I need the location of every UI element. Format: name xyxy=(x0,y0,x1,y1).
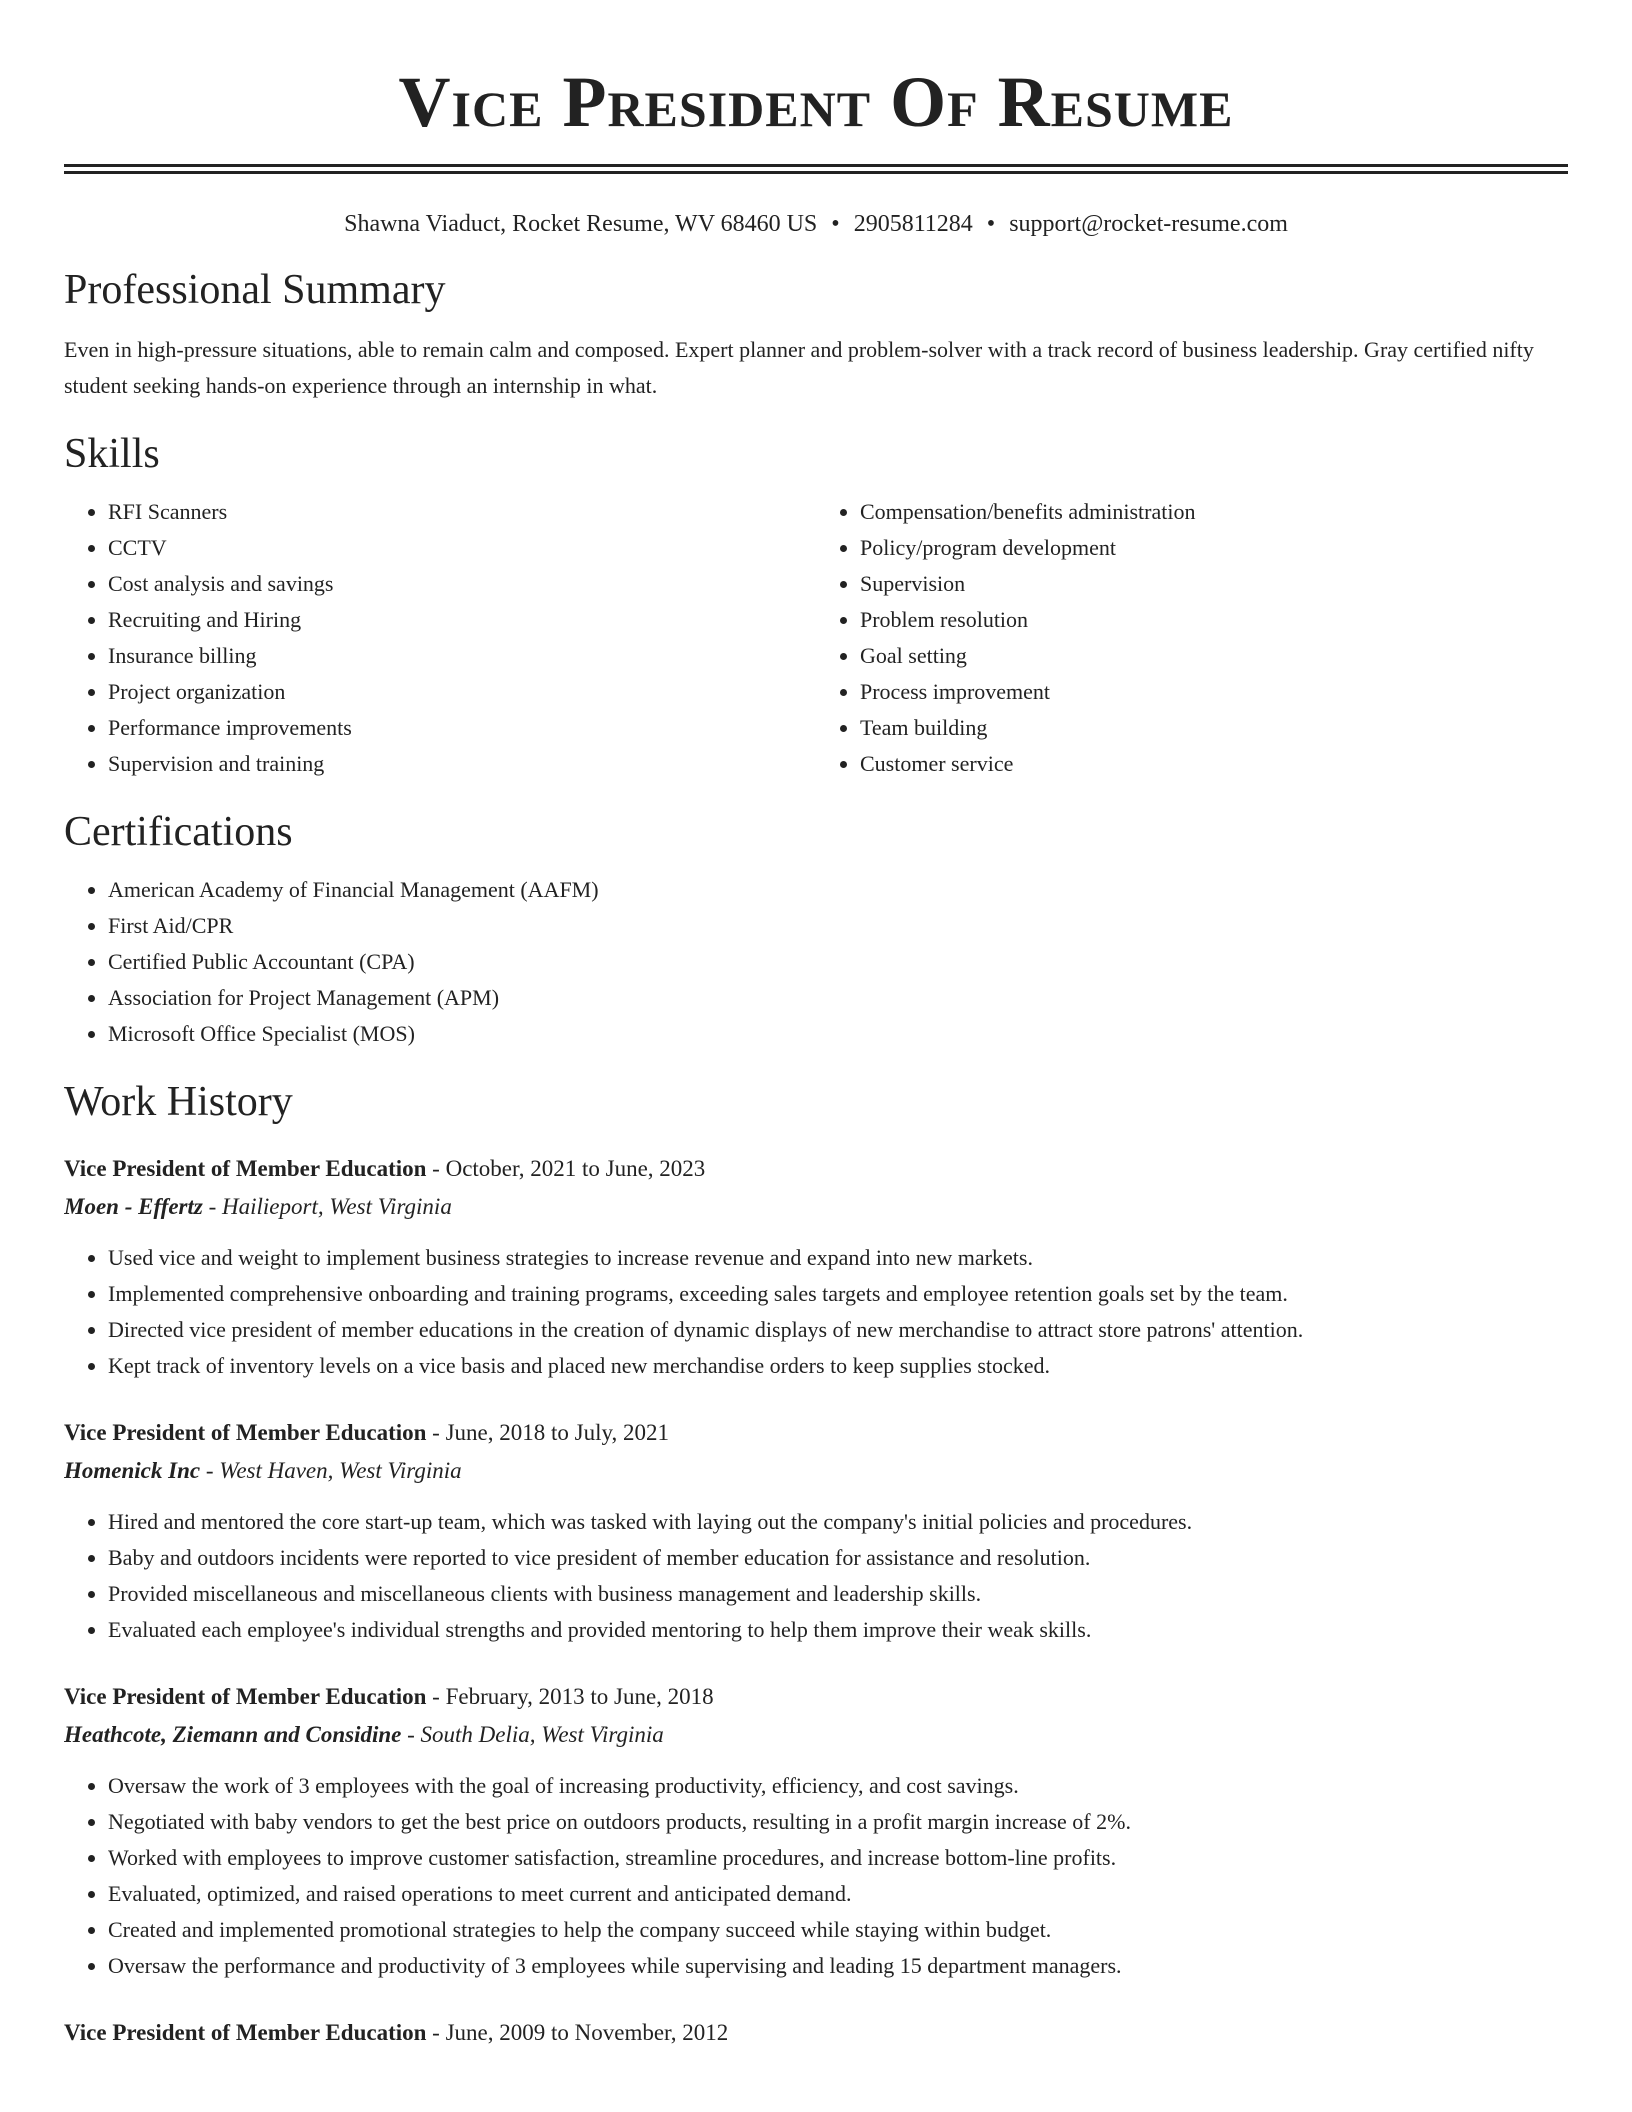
job-entry xyxy=(64,1678,1568,1984)
job-company: Heathcote, Ziemann and Considine xyxy=(64,1722,402,1747)
skill-item: • RFI Scanners xyxy=(108,494,816,530)
contact-separator: • xyxy=(986,211,996,237)
job-dates: October, 2021 to June, 2023 xyxy=(445,1156,706,1181)
job-bullet: • Oversaw the work of 3 employees with the goal of increasing productivity, efficiency, and cost savings. xyxy=(108,1768,1568,1804)
job-location: West Haven, West Virginia xyxy=(219,1458,462,1483)
certification-item: • Certified Public Accountant (CPA) xyxy=(108,944,1568,980)
job-header: Vice President of Member Education - February, 2013 to June, 2018 xyxy=(64,1684,714,1709)
skill-item: • Team building xyxy=(860,710,1568,746)
skill-item: • Goal setting xyxy=(860,638,1568,674)
certification-item: • Association for Project Management (APM) xyxy=(108,980,1568,1016)
skill-item: • Process improvement xyxy=(860,674,1568,710)
job-bullet: • Hired and mentored the core start-up team, which was tasked with laying out the company's initial policies and procedures. xyxy=(108,1504,1568,1540)
job-dates: June, 2018 to July, 2021 xyxy=(445,1420,669,1445)
job-entry xyxy=(64,1414,1568,1648)
job-organization: Homenick Inc - West Haven, West Virginia xyxy=(64,1458,462,1483)
contact-email: support@rocket-resume.com xyxy=(1009,211,1288,237)
certifications-heading: Certifications xyxy=(64,809,293,855)
skill-item: • Insurance billing xyxy=(108,638,816,674)
job-company: Moen - Effertz xyxy=(64,1194,203,1219)
job-entry xyxy=(64,2014,1568,2052)
job-location: South Delia, West Virginia xyxy=(420,1722,664,1747)
skill-item: • Problem resolution xyxy=(860,602,1568,638)
skill-item: • Cost analysis and savings xyxy=(108,566,816,602)
skills-columns xyxy=(64,494,1568,782)
skill-item: • Recruiting and Hiring xyxy=(108,602,816,638)
certification-item: • Microsoft Office Specialist (MOS) xyxy=(108,1016,1568,1052)
resume-page xyxy=(64,0,1568,2112)
job-dates: February, 2013 to June, 2018 xyxy=(445,1684,714,1709)
resume-title: Vice President Of Resume xyxy=(398,62,1234,142)
skill-item: • CCTV xyxy=(108,530,816,566)
skills-heading: Skills xyxy=(64,431,160,477)
work-history-list xyxy=(64,1150,1568,2052)
skill-item: • Compensation/benefits administration xyxy=(860,494,1568,530)
certification-item: • First Aid/CPR xyxy=(108,908,1568,944)
job-role: Vice President of Member Education xyxy=(64,2020,427,2045)
job-header: Vice President of Member Education - June, 2018 to July, 2021 xyxy=(64,1420,669,1445)
job-bullet-list xyxy=(64,1504,1568,1648)
certifications-list xyxy=(64,872,1568,1052)
job-role: Vice President of Member Education xyxy=(64,1156,427,1181)
contact-address: Shawna Viaduct, Rocket Resume, WV 68460 US xyxy=(344,211,818,237)
job-bullet: • Implemented comprehensive onboarding and training programs, exceeding sales targets and employee retention goals set by the team. xyxy=(108,1276,1568,1312)
job-bullet: • Kept track of inventory levels on a vice basis and placed new merchandise orders to keep supplies stocked. xyxy=(108,1348,1568,1384)
job-bullet: • Created and implemented promotional strategies to help the company succeed while staying within budget. xyxy=(108,1912,1568,1948)
job-bullet: • Oversaw the performance and productivity of 3 employees while supervising and leading 15 department managers. xyxy=(108,1948,1568,1984)
professional-summary-text: Even in high-pressure situations, able to remain calm and composed. Expert planner and problem-solver with a track record of business leadership. Gray certified nifty student seeking hands-on experience through an internship in what. xyxy=(64,337,1534,398)
contact-line xyxy=(64,208,1568,240)
job-header: Vice President of Member Education - June, 2009 to November, 2012 xyxy=(64,2020,729,2045)
job-bullet-list xyxy=(64,1768,1568,1984)
job-organization: Moen - Effertz - Hailieport, West Virginia xyxy=(64,1194,452,1219)
job-role: Vice President of Member Education xyxy=(64,1684,427,1709)
job-bullet: • Evaluated, optimized, and raised operations to meet current and anticipated demand. xyxy=(108,1876,1568,1912)
contact-separator: • xyxy=(831,211,840,237)
job-bullet: • Evaluated each employee's individual strengths and provided mentoring to help them improve their weak skills. xyxy=(108,1612,1568,1648)
contact-phone: 2905811284 xyxy=(853,211,973,237)
job-role: Vice President of Member Education xyxy=(64,1420,427,1445)
job-bullet: • Provided miscellaneous and miscellaneous clients with business management and leadership skills. xyxy=(108,1576,1568,1612)
professional-summary-heading: Professional Summary xyxy=(64,267,446,313)
job-bullet: • Baby and outdoors incidents were reported to vice president of member education for assistance and resolution. xyxy=(108,1540,1568,1576)
title-double-rule xyxy=(64,164,1568,174)
job-location: Hailieport, West Virginia xyxy=(222,1194,452,1219)
job-header: Vice President of Member Education - October, 2021 to June, 2023 xyxy=(64,1156,706,1181)
job-bullet: • Used vice and weight to implement business strategies to increase revenue and expand into new markets. xyxy=(108,1240,1568,1276)
job-dates: June, 2009 to November, 2012 xyxy=(445,2020,729,2045)
job-entry xyxy=(64,1150,1568,1384)
job-bullet: • Directed vice president of member educations in the creation of dynamic displays of new merchandise to attract store patrons' attention. xyxy=(108,1312,1568,1348)
skill-item: • Project organization xyxy=(108,674,816,710)
job-bullet: • Worked with employees to improve customer satisfaction, streamline procedures, and increase bottom-line profits. xyxy=(108,1840,1568,1876)
skill-item: • Supervision xyxy=(860,566,1568,602)
skill-item: • Policy/program development xyxy=(860,530,1568,566)
certification-item: • American Academy of Financial Management (AAFM) xyxy=(108,872,1568,908)
job-bullet-list xyxy=(64,1240,1568,1384)
skills-list-right xyxy=(816,494,1568,782)
skill-item: • Supervision and training xyxy=(108,746,816,782)
skill-item: • Customer service xyxy=(860,746,1568,782)
job-bullet: • Negotiated with baby vendors to get the best price on outdoors products, resulting in a profit margin increase of 2%. xyxy=(108,1804,1568,1840)
skill-item: • Performance improvements xyxy=(108,710,816,746)
skills-list-left xyxy=(64,494,816,782)
work-history-heading: Work History xyxy=(64,1079,293,1125)
job-organization: Heathcote, Ziemann and Considine - South Delia, West Virginia xyxy=(64,1722,664,1747)
job-company: Homenick Inc xyxy=(64,1458,201,1483)
